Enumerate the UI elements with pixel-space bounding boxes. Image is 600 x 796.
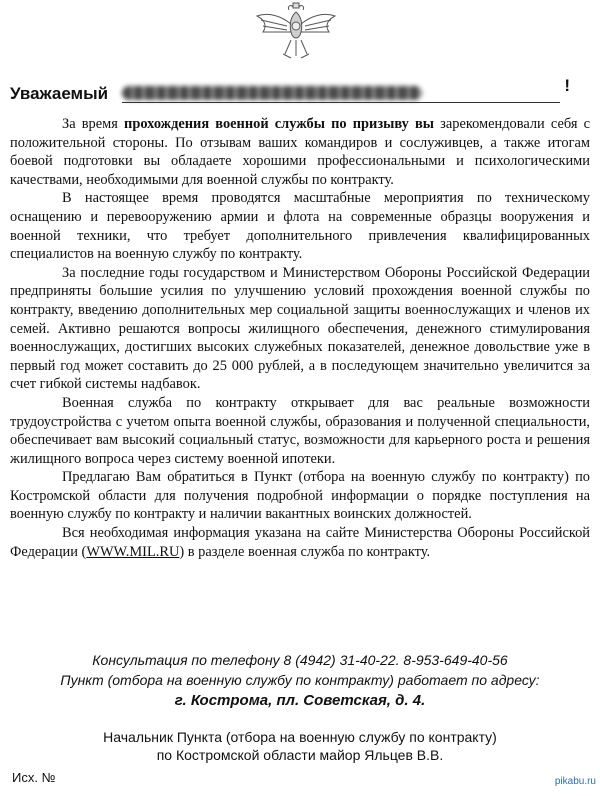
mil-ru-link[interactable]: WWW.MIL.RU [86, 543, 180, 560]
p6-lead: Вся необходимая информация указана на сайте Министерства Обороны Российской Федерации ( [10, 525, 590, 560]
p1-bold: прохождения военной службы по призыву вы [124, 116, 435, 132]
phone-line: Консультация по телефону 8 (4942) 31-40-22. 8-953-649-40-56 [92, 652, 508, 668]
watermark: pikabu.ru [554, 776, 596, 787]
address-intro: Пункт (отбора на военную службу по контракту) работает по адресу: [60, 672, 540, 688]
outgoing-reference: Исх. № [12, 770, 56, 785]
p1-lead: За время [62, 116, 125, 132]
greeting-line [10, 76, 590, 104]
paragraph-1 [10, 115, 590, 189]
double-headed-eagle-emblem [253, 2, 339, 62]
paragraph-3: За последние годы государством и Министерством Обороны Российской Федерации предприняты большие усилия по улучшению условий прохождения военной службы по контракту, введению дополнительных мер социальной защиты военнослужащих и членов их семей. Активно решаются вопросы жилищного обеспечения, денежного стимулирования военнослужащих, достигших высоких служебных показателей, денежное довольствие уже в первый год может составить до 25 000 рублей, а в последующем значительно увеличится за счет гибкой системы надбавок. [10, 264, 590, 393]
paragraph-2: В настоящее время проводятся масштабные мероприятия по техническому оснащению и перевооружению армии и флота на современные образцы вооружения и военной техники, что требует дополнительного привлечения квалифицированных специалистов на военную службу по контракту. [10, 190, 590, 263]
paragraph-4: Военная служба по контракту открывает для вас реальные возможности трудоустройства с учетом опыта военной службы, образования и полученной специальности, обеспечивает вам высокий социальный статус, возможности для карьерного роста и решения жилищного вопроса через систему военной ипотеки. [10, 394, 590, 467]
greeting-exclamation: ! [564, 76, 570, 95]
address: г. Кострома, пл. Советская, д. 4. [174, 692, 426, 709]
p6-tail: ) в разделе военная служба по контракту. [179, 543, 431, 560]
signature-line-1: Начальник Пункта (отбора на военную службу по контракту) [103, 729, 497, 745]
letter-body [10, 115, 590, 561]
signature-line-2: по Костромской области майор Яльцев В.В. [156, 747, 444, 763]
name-underline [122, 102, 560, 103]
paragraph-6 [10, 524, 590, 561]
paragraph-5: Предлагаю Вам обратиться в Пункт (отбора на военную службу по контракту) по Костромской области для получения подробной информации о порядке поступления на военную службу по контракту и наличии вакантных воинских должностей. [10, 469, 590, 523]
p1-rest: зарекомендовали себя с положительной стороны. По отзывам ваших командиров и сослуживцев, а также итогам боевой подготовки вы обладаете хорошими профессиональными и психологическими качествами, необходимыми для военной службы по контракту. [10, 116, 590, 188]
redacted-recipient-name [122, 86, 422, 100]
salutation: Уважаемый [10, 84, 109, 103]
